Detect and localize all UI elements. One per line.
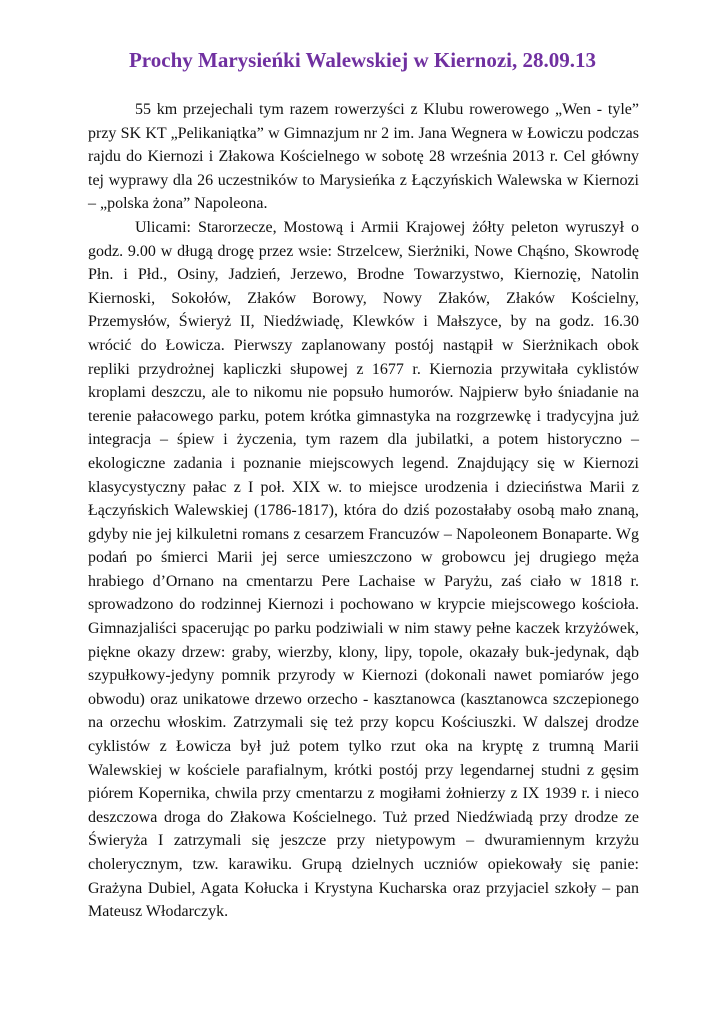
paragraph-intro: 55 km przejechali tym razem rowerzyści z Klubu rowerowego „Wen - tyle” przy SK KT „Pelikaniątka” w Gimnazjum nr 2 im. Jana Wegnera w Łowiczu podczas rajdu do Kiernozi i Złakowa Kościelnego w sobotę 28 września 2013 r. Cel główny tej wyprawy dla 26 uczestników to Marysieńka z Łączyńskich Walewska w Kiernozi – „polska żona” Napoleona.: [88, 101, 639, 213]
article-body: [88, 98, 639, 924]
paragraph-route: Ulicami: Starorzecze, Mostową i Armii Krajowej żółty peleton wyruszył o godz. 9.00 w długą drogę przez wsie: Strzelcew, Sierżniki, Nowe Chąśno, Skowrodę Płn. i Płd., Osiny, Jadzień, Jerzewo, Brodne Towarzystwo, Kiernozię, Natolin Kiernoski, Sokołów, Złaków Borowy, Nowy Złaków, Złaków Kościelny, Przemysłów, Świeryż II, Niedźwiadę, Klewków i Małszyce, by na godz. 16.30 wrócić do Łowicza. Pierwszy zaplanowany postój nastąpił w Sierżnikach obok repliki przydrożnej kapliczki słupowej z 1677 r. Kiernozia przywitała cyklistów kroplami deszczu, ale to nikomu nie popsuło humorów. Najpierw było śniadanie na terenie pałacowego parku, potem krótka gimnastyka na rozgrzewkę i tradycyjna już integracja – śpiew i życzenia, tym razem dla jubilatki, a potem historyczno – ekologiczne zadania i poznanie miejscowych legend. Znajdujący się w Kiernozi klasycystyczny pałac z I poł. XIX w. to miejsce urodzenia i dzieciństwa Marii z Łączyńskich Walewskiej (1786-1817), która do dziś pozostałaby osobą mało znaną, gdyby nie jej kilkuletni romans z cesarzem Francuzów – Napoleonem Bonaparte. Wg podań po śmierci Marii jej serce umieszczono w grobowcu jej drugiego męża hrabiego d’Ornano na cmentarzu Pere Lachaise w Paryżu, zaś ciało w 1818 r. sprowadzono do rodzinnej Kiernozi i pochowano w krypcie miejscowego kościoła. Gimnazjaliści spacerując po parku podziwiali w nim stawy pełne kaczek krzyżówek, piękne okazy drzew: graby, wierzby, klony, lipy, topole, okazały buk-jedynak, dąb szypułkowy-jedyny pomnik przyrody w Kiernozi (dokonali nawet pomiarów jego obwodu) oraz unikatowe drzewo orzecho - kasztanowca (kasztanowca szczepionego na orzechu włoskim. Zatrzymali się też przy kopcu Kościuszki. W dalszej drodze cyklistów z Łowicza był już potem tylko rzut oka na kryptę z trumną Marii Walewskiej w kościele parafialnym, krótki postój przy legendarnej studni z gęsim piórem Kopernika, chwila przy cmentarzu z mogiłami żołnierzy z IX 1939 r. i nieco deszczowa droga do Złakowa Kościelnego. Tuż przed Niedźwiadą przy drodze ze Świeryża I zatrzymali się jeszcze przy nietypowym – dwuramiennym krzyżu cholerycznym, tzw. karawiku. Grupą dzielnych uczniów opiekowały się panie: Grażyna Dubiel, Agata Kołucka i Krystyna Kucharska oraz przyjaciel szkoły – pan Mateusz Włodarczyk.: [88, 218, 639, 921]
page-title: Prochy Marysieńki Walewskiej w Kiernozi, 28.09.13: [128, 48, 597, 72]
